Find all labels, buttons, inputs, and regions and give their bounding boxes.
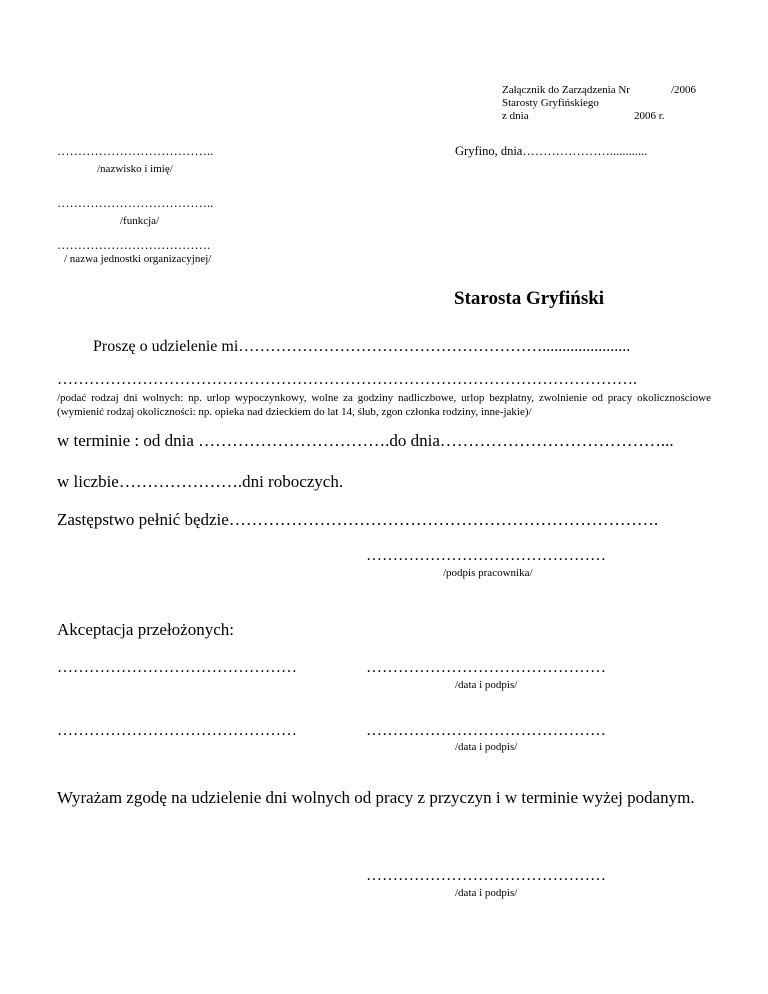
unit-label: / nazwa jednostki organizacyjnej/ [64, 253, 212, 265]
unit-dots: ………………………………. [57, 238, 211, 252]
consent-signature-label: /data i podpis/ [455, 887, 518, 899]
count-line: w liczbie………………….dni roboczych. [57, 472, 344, 491]
header-line-1-right: /2006 [671, 84, 697, 96]
consent-signature-dots: ……………………………………… [366, 867, 606, 884]
acceptance-row1-right-dots: ……………………………………… [366, 659, 606, 676]
header-line-1: Załącznik do Zarządzenia Nr [502, 84, 630, 96]
acceptance-row2-right-dots: ……………………………………… [366, 722, 606, 739]
acceptance-row1-left-dots: ……………………………………… [57, 659, 297, 676]
term-line: w terminie : od dnia …………………………….do dnia…………………………………... [57, 431, 674, 450]
employee-signature-label: /podpis pracownika/ [443, 567, 533, 579]
page-title: Starosta Gryfiński [454, 288, 605, 309]
place-date: Gryfino, dnia…………………............ [455, 144, 648, 158]
employee-signature-dots: ……………………………………… [366, 547, 606, 564]
function-dots: ……………………………….. [57, 196, 214, 210]
request-line-2: ………………………………………………………………………………………………. [57, 371, 637, 388]
acceptance-row2-label: /data i podpis/ [455, 741, 518, 753]
consent-text: Wyrażam zgodę na udzielenie dni wolnych od pracy z przyczyn i w terminie wyżej podanym. [57, 788, 695, 807]
acceptance-row1-label: /data i podpis/ [455, 679, 518, 691]
request-line-1: Proszę o udzielenie mi…………………………………………………...................... [93, 338, 631, 355]
header-line-3-right: 2006 r. [634, 110, 665, 122]
name-dots: ……………………………….. [57, 144, 214, 158]
name-label: /nazwisko i imię/ [97, 163, 173, 175]
header-line-2: Starosty Gryfińskiego [502, 97, 599, 109]
header-line-3: z dnia [502, 110, 529, 122]
function-label: /funkcja/ [120, 215, 160, 227]
substitute-line: Zastępstwo pełnić będzie…………………………………………………………………. [57, 510, 659, 529]
acceptance-row2-left-dots: ……………………………………… [57, 722, 297, 739]
acceptance-heading: Akceptacja przełożonych: [57, 620, 234, 639]
request-note: /podać rodzaj dni wolnych: np. urlop wypoczynkowy, wolne za godziny nadliczbowe, urlop bezpłatny, zwolnienie od pracy okolicznościowe (wymienić rodzaj okoliczności: np. opieka nad dzieckiem do lat 14, ślub, zgon członka rodziny, inne-jakie)/ [57, 392, 711, 418]
